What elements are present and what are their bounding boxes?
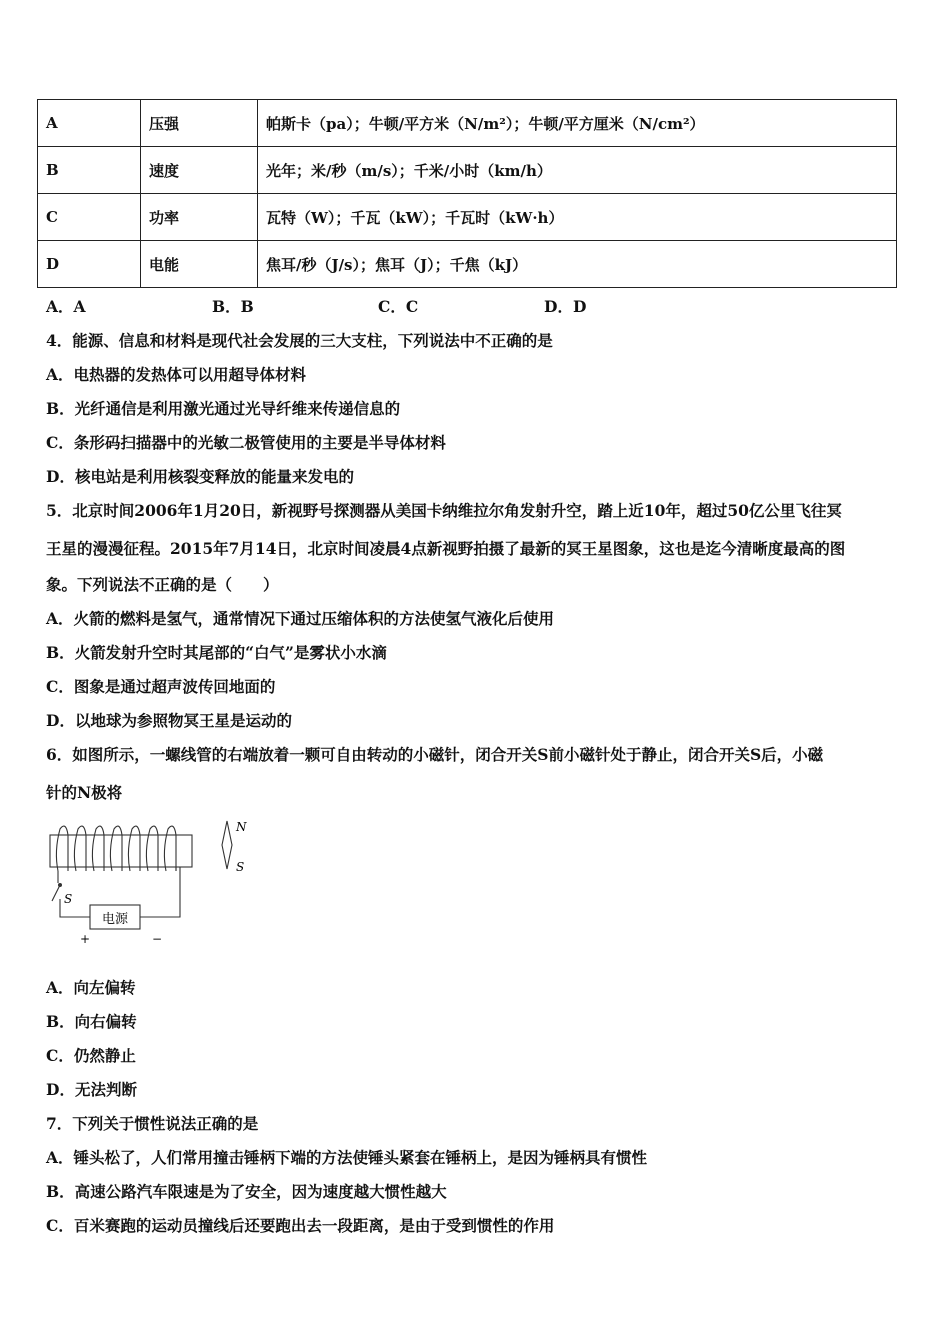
- units-cell: 帕斯卡（pa）；牛顿/平方米（N/m²）；牛顿/平方厘米（N/cm²）: [258, 100, 897, 147]
- q5-stem-line-3: 象。下列说法不正确的是（ ）: [46, 575, 279, 594]
- solenoid-coil: [56, 826, 176, 871]
- plus-terminal-label: +: [80, 932, 91, 946]
- option-cell: B: [38, 147, 141, 194]
- q7-stem: 7．下列关于惯性说法正确的是: [46, 1114, 259, 1133]
- table-row: [38, 147, 897, 194]
- quantity-cell: 电能: [141, 241, 258, 288]
- q3-option-b: B．B: [212, 297, 254, 316]
- needle-south-label: S: [236, 860, 245, 874]
- power-supply-label: 电源: [101, 912, 129, 927]
- lead-wire-right: [140, 867, 180, 917]
- q3-option-a: A．A: [46, 297, 86, 316]
- table-row: [38, 100, 897, 147]
- quantity-cell: 功率: [141, 194, 258, 241]
- switch-lever: [52, 885, 60, 901]
- q5-option-a: A．火箭的燃料是氢气，通常情况下通过压缩体积的方法使氢气液化后使用: [46, 609, 555, 628]
- q4-stem: 4．能源、信息和材料是现代社会发展的三大支柱，下列说法中不正确的是: [46, 331, 553, 350]
- unit-table: [37, 99, 897, 288]
- q4-option-d: D．核电站是利用核裂变释放的能量来发电的: [46, 467, 354, 486]
- q5-option-d: D．以地球为参照物冥王星是运动的: [46, 711, 292, 730]
- units-cell: 光年；米/秒（m/s）；千米/小时（km/h）: [258, 147, 897, 194]
- minus-terminal-label: −: [152, 932, 163, 946]
- q3-option-c: C．C: [378, 297, 419, 316]
- q7-option-b: B．高速公路汽车限速是为了安全，因为速度越大惯性越大: [46, 1182, 447, 1201]
- units-cell: 焦耳/秒（J/s）；焦耳（J）；千焦（kJ）: [258, 241, 897, 288]
- switch-contact: [58, 883, 62, 887]
- q3-options: [46, 295, 710, 317]
- q4-option-a: A．电热器的发热体可以用超导体材料: [46, 365, 307, 384]
- option-cell: C: [38, 194, 141, 241]
- q4-option-c: C．条形码扫描器中的光敏二极管使用的主要是半导体材料: [46, 433, 446, 452]
- quantity-cell: 速度: [141, 147, 258, 194]
- solenoid-circuit-figure: [44, 815, 264, 950]
- q6-option-c: C．仍然静止: [46, 1046, 136, 1065]
- quantity-cell: 压强: [141, 100, 258, 147]
- switch-label: S: [64, 892, 73, 906]
- units-cell: 瓦特（W）；千瓦（kW）；千瓦时（kW·h）: [258, 194, 897, 241]
- compass-needle: [222, 821, 232, 869]
- q6-option-d: D．无法判断: [46, 1080, 137, 1099]
- option-cell: D: [38, 241, 141, 288]
- q3-option-d: D．D: [544, 297, 587, 316]
- q5-option-c: C．图象是通过超声波传回地面的: [46, 677, 276, 696]
- q4-option-b: B．光纤通信是利用激光通过光导纤维来传递信息的: [46, 399, 401, 418]
- q5-stem-line-2: 王星的漫漫征程。2015年7月14日，北京时间凌晨4点新视野拍摄了最新的冥王星图象，这也是迄今清晰度最高的图: [46, 539, 846, 558]
- q5-stem-line-1: 5．北京时间2006年1月20日，新视野号探测器从美国卡纳维拉尔角发射升空，踏上近10年，超过50亿公里飞往冥: [46, 501, 842, 520]
- q6-stem-line-1: 6．如图所示，一螺线管的右端放着一颗可自由转动的小磁针，闭合开关S前小磁针处于静止，闭合开关S后，小磁: [46, 745, 824, 764]
- table-row: [38, 194, 897, 241]
- q6-option-a: A．向左偏转: [46, 978, 136, 997]
- q5-option-b: B．火箭发射升空时其尾部的“白气”是雾状小水滴: [46, 643, 387, 662]
- q6-stem-line-2: 针的N极将: [46, 783, 123, 802]
- q7-option-a: A．锤头松了，人们常用撞击锤柄下端的方法使锤头紧套在锤柄上，是因为锤柄具有惯性: [46, 1148, 648, 1167]
- q7-option-c: C．百米赛跑的运动员撞线后还要跑出去一段距离，是由于受到惯性的作用: [46, 1216, 555, 1235]
- table-row: [38, 241, 897, 288]
- needle-north-label: N: [236, 820, 247, 834]
- solenoid-core: [50, 835, 192, 867]
- q6-option-b: B．向右偏转: [46, 1012, 137, 1031]
- option-cell: A: [38, 100, 141, 147]
